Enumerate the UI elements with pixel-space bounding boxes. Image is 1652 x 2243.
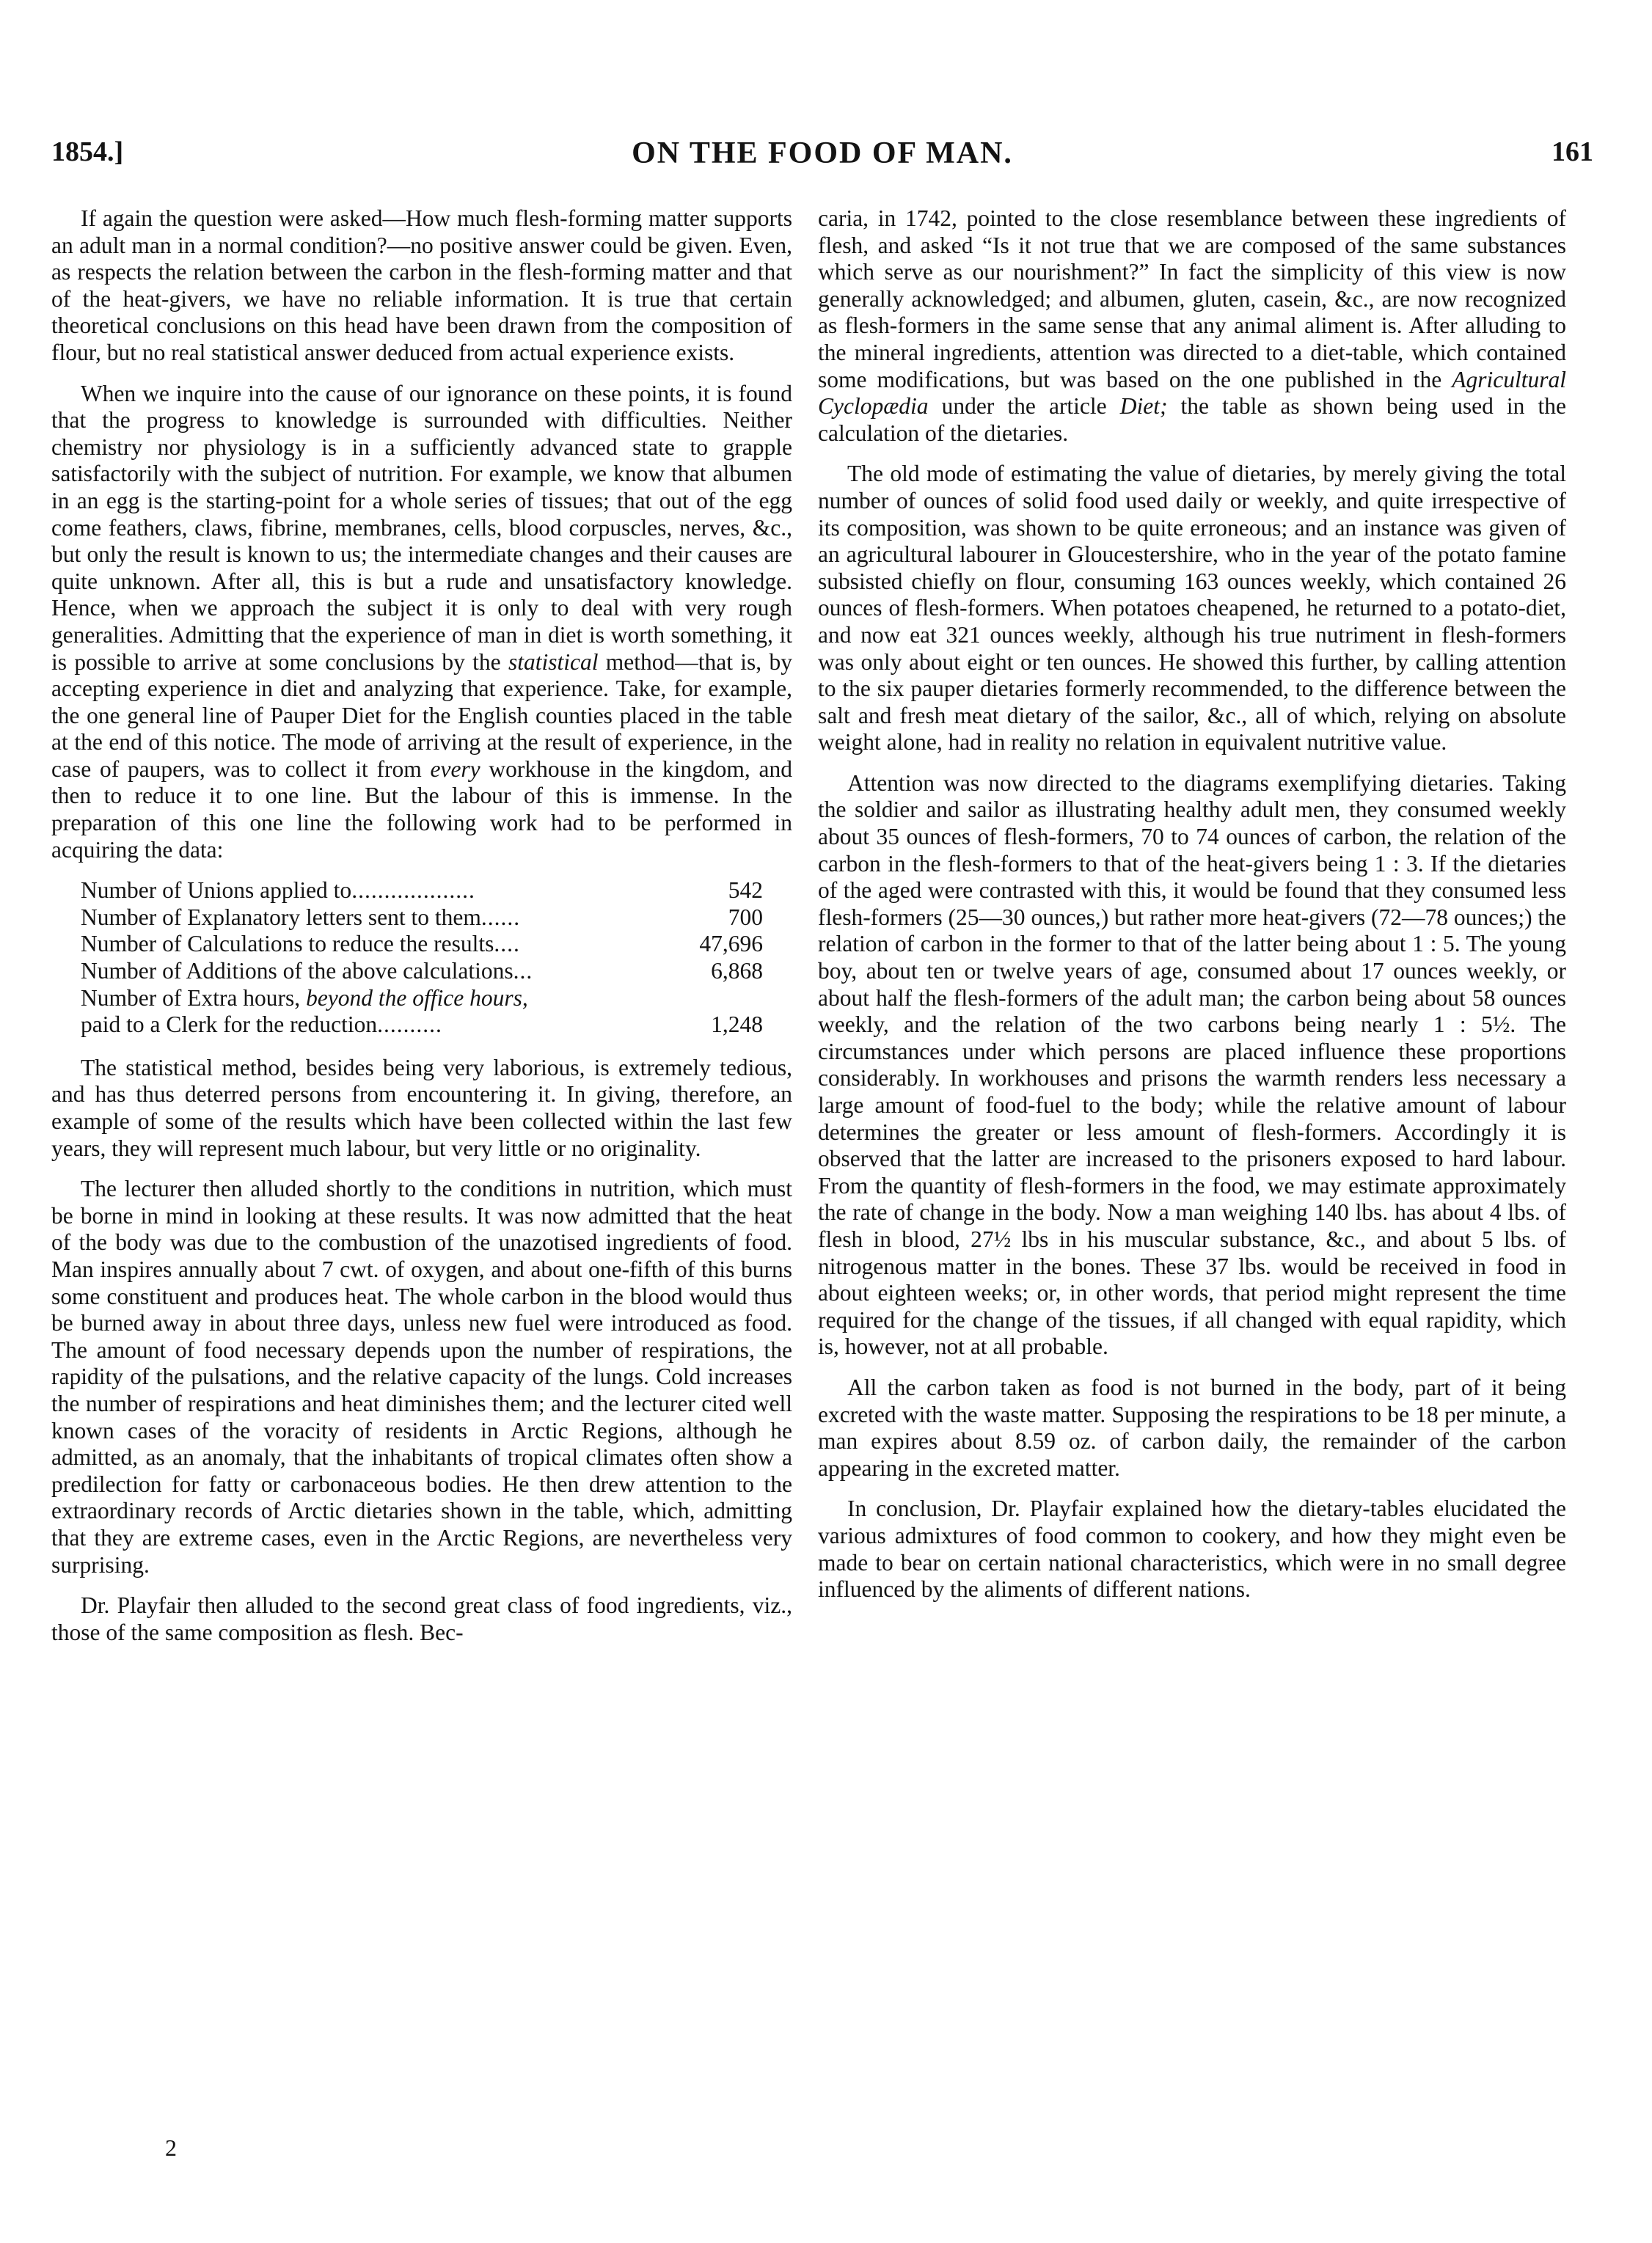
left-column <box>51 205 792 1660</box>
page-number: 161 <box>1552 136 1593 167</box>
paragraph: caria, in 1742, pointed to the close resemblance between these ingredients of flesh, and asked “Is it not true that we are composed of the same substances which serve as our nourishment?” In fact the simplicity of this view is now generally acknowledged; and albumen, gluten, casein, &c., are now recognized as flesh-formers in the same sense that any animal aliment is. After alluding to the mineral ingredients, attention was directed to a diet-table, which contained some modifications, but was based on the one published in the Agricultural Cyclopædia under the article Diet; the table as shown being used in the calculation of the dietaries. <box>818 205 1566 446</box>
table-label: Number of Explanatory letters sent to them...... <box>81 904 521 930</box>
paragraph: If again the question were asked—How much flesh-forming matter supports an adult man in a normal condition?—no positive answer could be given. Even, as respects the relation between the carbon in the flesh-forming matter and that of the heat-givers, we have no reliable information. It is true that certain theoretical conclusions on this head have been drawn from the composition of flour, but no real statistical answer deduced from actual experience exists. <box>51 205 792 365</box>
table-row <box>81 877 763 904</box>
table-value: 47,696 <box>699 931 763 957</box>
statistics-table <box>81 877 763 1039</box>
paragraph: Dr. Playfair then alluded to the second great class of food ingredients, viz., those of the same composition as flesh. Bec- <box>51 1592 792 1645</box>
header-year: 1854.] <box>51 136 124 167</box>
paragraph: All the carbon taken as food is not burned in the body, part of it being excreted with the waste matter. Supposing the respirations to be 18 per minute, a man expires about 8.59 oz. of carbon daily, the remainder of the carbon appearing in the excreted matter. <box>818 1374 1566 1481</box>
paragraph: The lecturer then alluded shortly to the conditions in nutrition, which must be borne in mind in looking at these results. It was now admitted that the heat of the body was due to the combustion of the unazotised ingredients of food. Man inspires annually about 7 cwt. of oxygen, and about one-fifth of this burns some constituent and produces heat. The whole carbon in the blood would thus be burned away in about three days, unless new fuel were introduced as food. The amount of food necessary depends upon the number of respirations, the rapidity of the pulsations, and the relative capacity of the lungs. Cold increases the number of respirations and heat diminishes them; and the lecturer cited well known cases of the voracity of residents in Arctic Regions, although he admitted, as an anomaly, that the inhabitants of tropical climates often show a predilection for fatty or carbonaceous bodies. He then drew attention to the extraordinary records of Arctic dietaries shown in the table, which, admitting that they are extreme cases, even in the Arctic Regions, are nevertheless very surprising. <box>51 1176 792 1578</box>
table-label: Number of Unions applied to................... <box>81 877 475 904</box>
table-label: Number of Additions of the above calculations... <box>81 958 533 984</box>
table-row <box>81 1011 763 1039</box>
table-row <box>81 904 763 932</box>
paragraph: The statistical method, besides being very laborious, is extremely tedious, and has thus deterred persons from encountering it. In giving, therefore, an example of some of the results which have been collected within the last few years, they will represent much labour, but very little or no originality. <box>51 1054 792 1161</box>
emphasis: every <box>430 755 480 782</box>
table-value: 1,248 <box>711 1011 763 1038</box>
paragraph: Attention was now directed to the diagrams exemplifying dietaries. Taking the soldier and sailor as illustrating healthy adult men, they consumed weekly about 35 ounces of flesh-formers, 70 to 74 ounces of carbon, the relation of the carbon in the flesh-formers to that of the heat-givers being 1 : 3. If the dietaries of the aged were contrasted with this, it would be found that they consumed less flesh-formers (25—30 ounces,) but rather more heat-givers (72—78 ounces;) the relation of carbon in the former to that of the latter being about 1 : 5. The young boy, about ten or twelve years of age, consumed about 17 ounces weekly, or about half the flesh-formers of the adult man; the carbon being about 58 ounces weekly, and the relation of the two carbons being nearly 1 : 5½. The circumstances under which persons are placed influence these proportions considerably. In workhouses and prisons the warmth renders less necessary a large amount of food-fuel to the body; while the relative amount of labour determines the greater or less amount of flesh-formers. Accordingly it is observed that the latter are increased to the prisoners exposed to hard labour. From the quantity of flesh-formers in the food, we may estimate approximately the rate of change in the body. Now a man weighing 140 lbs. has about 4 lbs. of flesh in blood, 27½ lbs in his muscular substance, &c., and about 5 lbs. of nitrogenous matter in the bones. These 37 lbs. would be received in food in about eighteen weeks; or, in other words, that period might represent the time required for the change of the tissues, if all changed with equal rapidity, which is, however, not at all probable. <box>818 769 1566 1360</box>
emphasis: Diet; <box>1119 393 1168 420</box>
paragraph: In conclusion, Dr. Playfair explained how the dietary-tables elucidated the various admixtures of food common to cookery, and how they might even be made to bear on certain national characteristics, which were in no small degree influenced by the aliments of different nations. <box>818 1496 1566 1603</box>
table-value: 6,868 <box>711 958 763 984</box>
table-value: 700 <box>728 904 763 930</box>
table-row <box>81 985 763 1012</box>
paragraph: The old mode of estimating the value of dietaries, by merely giving the total number of ounces of solid food used daily or weekly, and quite irrespective of its composition, was shown to be quite erroneous; and an instance was given of an agricultural labourer in Gloucestershire, who in the year of the potato famine subsisted chiefly on flour, consuming 163 ounces weekly, which contained 26 ounces of flesh-formers. When potatoes cheapened, he returned to a potato-diet, and now eat 321 ounces weekly, although his true nutriment in flesh-formers was only about eight or ten ounces. He showed this further, by calling attention to the six pauper dietaries formerly recommended, to the difference between the salt and fresh meat dietary of the sailor, &c., all of which, relying on absolute weight alone, had in reality no relation in equivalent nutritive value. <box>818 461 1566 755</box>
table-label: Number of Extra hours, beyond the office hours, <box>81 984 528 1011</box>
table-label: paid to a Clerk for the reduction.......... <box>81 1011 442 1038</box>
paragraph: When we inquire into the cause of our ignorance on these points, it is found that the progress to knowledge is surrounded with difficulties. Neither chemistry nor physiology is in a sufficiently advanced state to grapple satisfactorily with the subject of nutrition. For example, we know that albumen in an egg is the starting-point for a whole series of tissues; that out of the egg come feathers, claws, fibrine, membranes, cells, blood corpuscles, nerves, &c., but only the result is known to us; the intermediate changes and their causes are quite unknown. After all, this is but a rude and unsatisfactory knowledge. Hence, when we approach the subject it is only to deal with very rough generalities. Admitting that the experience of man in diet is worth something, it is possible to arrive at some conclusions by the statistical method—that is, by accepting experience in diet and analyzing that experience. Take, for example, the one general line of Pauper Diet for the English counties placed in the table at the end of this notice. The mode of arriving at the result of experience, in the case of paupers, was to collect it from every workhouse in the kingdom, and then to reduce it to one line. But the labour of this is immense. In the preparation of this one line the following work had to be performed in acquiring the data: <box>51 380 793 863</box>
table-row <box>81 958 763 985</box>
right-column <box>818 205 1566 1617</box>
signature-mark: 2 <box>165 2134 177 2161</box>
table-value: 542 <box>728 877 763 904</box>
table-row <box>81 931 763 958</box>
emphasis: Agricultural Cyclopædia <box>818 366 1566 420</box>
running-head <box>51 136 1593 172</box>
table-label: Number of Calculations to reduce the results.... <box>81 931 520 957</box>
emphasis: statistical <box>508 648 599 675</box>
header-title: ON THE FOOD OF MAN. <box>632 136 1013 170</box>
